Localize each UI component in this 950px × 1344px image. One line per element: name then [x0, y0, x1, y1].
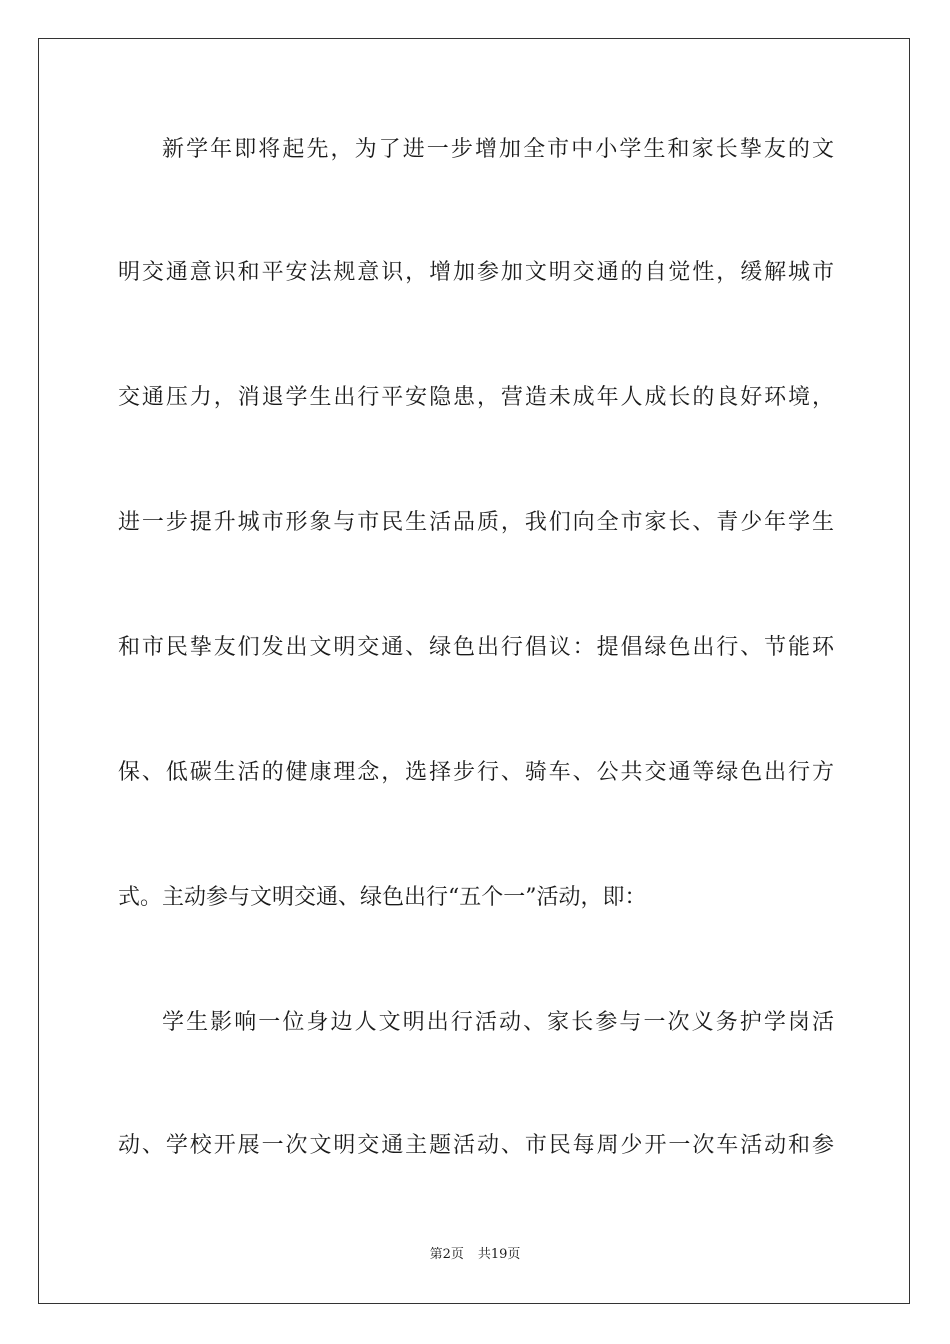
paragraph-1-line-1: 新学年即将起先，为了进一步增加全市中小学生和家长挚友的文: [162, 137, 834, 162]
paragraph-1-line-3: 交通压力，消退学生出行平安隐患，营造未成年人成长的良好环境，: [118, 385, 834, 410]
page-footer: [0, 1246, 950, 1264]
paragraph-1-line-4: 进一步提升城市形象与市民生活品质，我们向全市家长、青少年学生: [118, 510, 834, 535]
paragraph-1-line-2: 明交通意识和平安法规意识，增加参加文明交通的自觉性，缓解城市: [118, 260, 834, 285]
page-total: 共19页: [477, 1247, 521, 1262]
paragraph-1-line-6: 保、低碳生活的健康理念，选择步行、骑车、公共交通等绿色出行方: [118, 760, 834, 785]
page-border: [38, 38, 910, 1304]
page-number: 第2页: [429, 1247, 464, 1262]
paragraph-1-line-5: 和市民挚友们发出文明交通、绿色出行倡议：提倡绿色出行、节能环: [118, 635, 834, 660]
paragraph-1-line-7: 式。主动参与文明交通、绿色出行“五个一”活动，即：: [118, 885, 647, 910]
paragraph-2-line-2: 动、学校开展一次文明交通主题活动、市民每周少开一次车活动和参: [118, 1133, 834, 1158]
paragraph-2-line-1: 学生影响一位身边人文明出行活动、家长参与一次义务护学岗活: [162, 1010, 834, 1035]
